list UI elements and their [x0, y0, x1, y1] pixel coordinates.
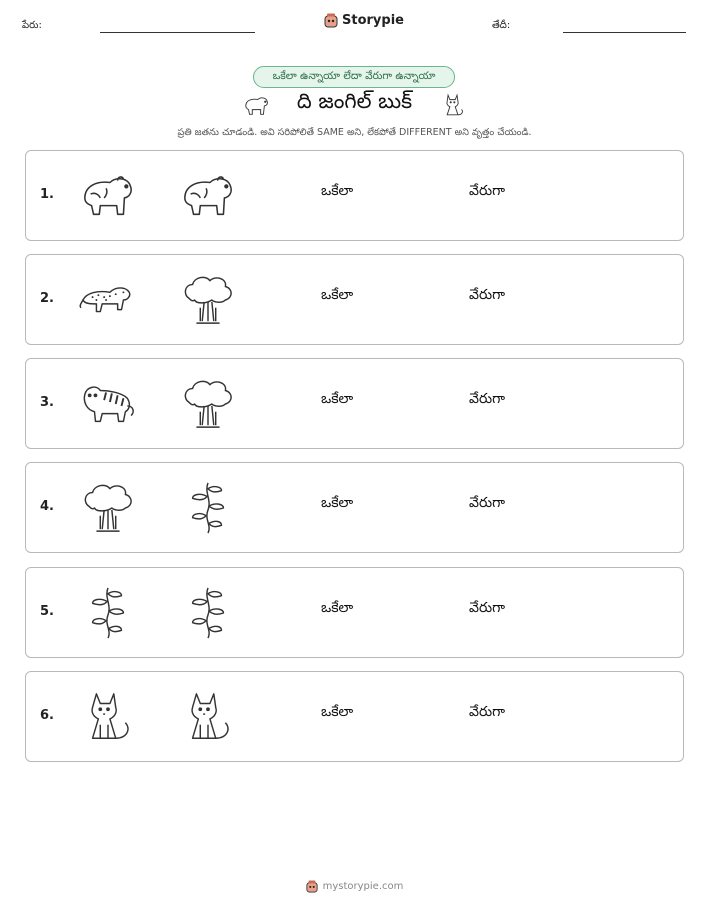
question-row: [25, 462, 684, 553]
different-option[interactable]: వేరుగా: [469, 287, 505, 303]
question-number: 4.: [40, 499, 54, 514]
wolf-icon: [79, 690, 137, 744]
storypie-icon: [324, 13, 338, 28]
vine-icon: [179, 586, 237, 640]
name-line[interactable]: [100, 32, 255, 33]
footer: [0, 880, 709, 893]
different-option[interactable]: వేరుగా: [469, 495, 505, 511]
bear-icon: [179, 169, 237, 223]
different-option[interactable]: వేరుగా: [469, 391, 505, 407]
brand-logo: [324, 13, 404, 28]
tree-icon: [179, 273, 237, 327]
tree-icon: [79, 481, 137, 535]
question-number: 2.: [40, 291, 54, 306]
question-number: 5.: [40, 604, 54, 619]
question-row: [25, 671, 684, 762]
question-row: [25, 567, 684, 658]
tiger-icon: [79, 377, 137, 431]
instructions: ప్రతి జతను చూడండి. అవి సరిపోలితే SAME అని, లేకపోతే DIFFERENT అని వృత్తం చేయండి.: [177, 127, 532, 138]
same-option[interactable]: ఒకేలా: [321, 495, 354, 511]
same-option[interactable]: ఒకేలా: [321, 183, 354, 199]
date-label: తేదీ:: [492, 20, 511, 31]
question-row: [25, 150, 684, 241]
question-number: 6.: [40, 708, 54, 723]
storypie-icon: [306, 880, 318, 893]
wolf-icon: [440, 90, 466, 120]
footer-site: mystorypie.com: [322, 881, 404, 892]
worksheet-type-pill: ఒకేలా ఉన్నాయా లేదా వేరుగా ఉన్నాయా: [253, 66, 455, 88]
brand-name: Storypie: [342, 13, 404, 28]
page-title: ది జంగిల్ బుక్: [296, 89, 413, 113]
date-line[interactable]: [563, 32, 686, 33]
name-label: పేరు:: [22, 20, 42, 31]
same-option[interactable]: ఒకేలా: [321, 704, 354, 720]
question-number: 1.: [40, 187, 54, 202]
leopard-icon: [79, 273, 137, 327]
same-option[interactable]: ఒకేలా: [321, 600, 354, 616]
wolf-icon: [179, 690, 237, 744]
same-option[interactable]: ఒకేలా: [321, 287, 354, 303]
vine-icon: [79, 586, 137, 640]
different-option[interactable]: వేరుగా: [469, 600, 505, 616]
question-row: [25, 358, 684, 449]
same-option[interactable]: ఒకేలా: [321, 391, 354, 407]
bear-icon: [79, 169, 137, 223]
different-option[interactable]: వేరుగా: [469, 183, 505, 199]
question-number: 3.: [40, 395, 54, 410]
vine-icon: [179, 481, 237, 535]
tree-icon: [179, 377, 237, 431]
question-row: [25, 254, 684, 345]
different-option[interactable]: వేరుగా: [469, 704, 505, 720]
